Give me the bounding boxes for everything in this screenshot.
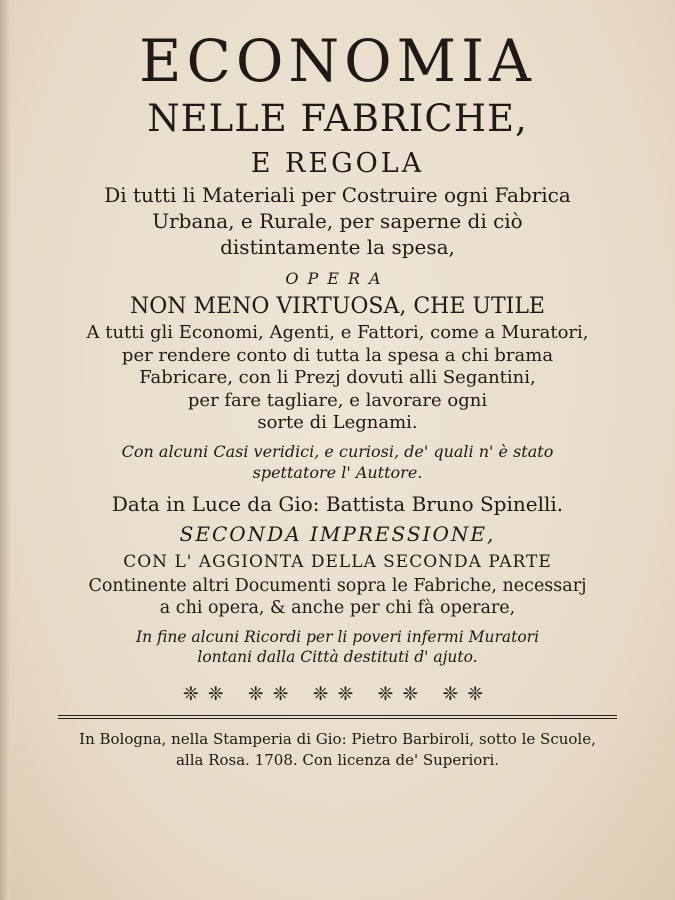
contents-line-1: Continente altri Documenti sopra le Fabriche, necessarj [88,575,587,596]
description-line-1: Di tutti li Materiali per Costruire ogni Fabrica [104,183,571,207]
closing-note-line-1: In fine alcuni Ricordi per li poveri infermi Muratori [135,627,540,646]
audience-line-4: per fare tagliare, e lavorare ogni [187,389,488,411]
addition-line: CON L' AGGIONTA DELLA SECONDA PARTE [123,551,552,572]
edition-line: SECONDA IMPRESSIONE, [179,521,496,546]
cases-line-2: spettatore l' Auttore. [252,462,423,482]
subtitle: NON MENO VIRTUOSA, CHE UTILE [130,294,545,319]
audience-line-1: A tutti gli Economi, Agenti, e Fattori, come a Muratori, [86,322,589,343]
title-line-3: E REGOLA [250,148,425,179]
title-line-1: ECONOMIA [139,27,536,95]
audience-line-5: sorte di Legnami. [257,412,418,433]
imprint-line-2: alla Rosa. 1708. Con licenza de' Superiori. [175,750,500,769]
cases-line-1: Con alcuni Casi veridici, e curiosi, de' quali n' è stato [121,441,554,461]
binding-gutter [0,0,10,900]
description-line-2: Urbana, e Rurale, per saperne di ciò [152,209,523,233]
contents-line-2: a chi opera, & anche per chi fà operare, [159,597,516,618]
description-line-3: distintamente la spesa, [220,235,455,259]
closing-note-line-2: lontani dalla Città destituti d' ajuto. [197,647,478,666]
title-line-2: NELLE FABRICHE, [147,97,528,140]
imprint-line-1: In Bologna, nella Stamperia di Gio: Pietro Barbiroli, sotto le Scuole, [79,729,596,748]
ornament-row: ❈❈ ❈❈ ❈❈ ❈❈ ❈❈ [182,682,493,705]
audience-line-3: Fabricare, con li Prezj dovuti alli Segantini, [139,367,536,388]
opera-label: OPERA [285,269,390,288]
divider-rule [58,715,617,716]
divider-rule-thin [58,718,617,719]
author-line: Data in Luce da Gio: Battista Bruno Spinelli. [111,491,564,516]
audience-line-2: per rendere conto di tutta la spesa a chi brama [121,344,554,366]
